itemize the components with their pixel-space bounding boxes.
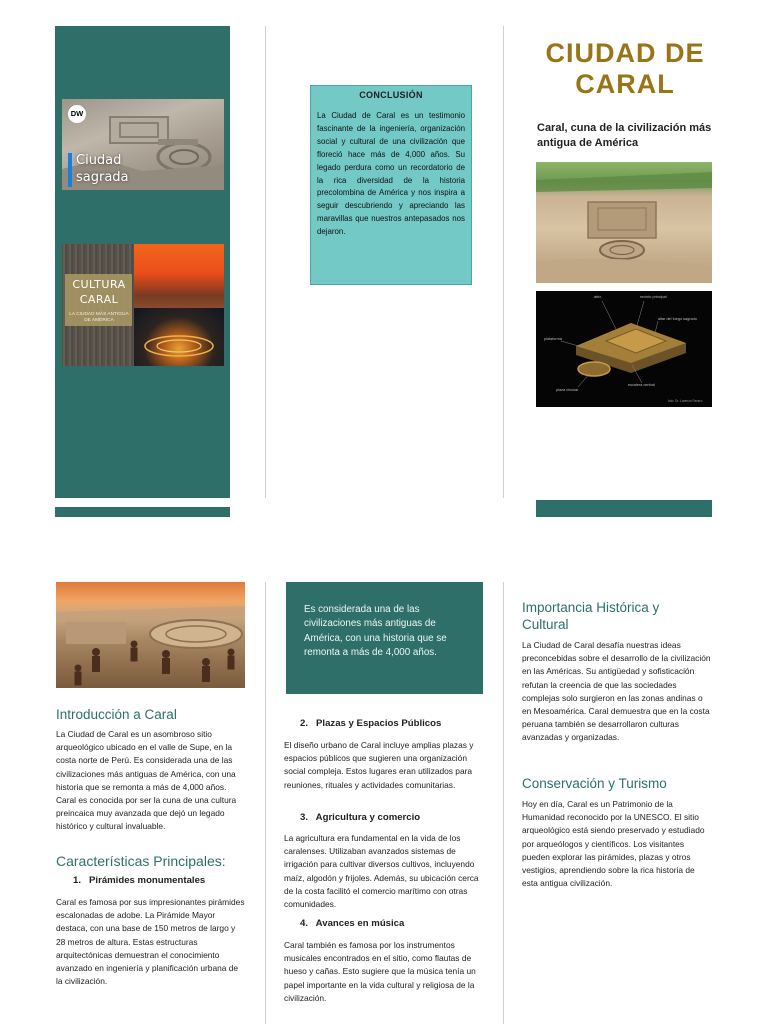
- feature-1-number: 1.: [73, 875, 82, 886]
- feature-2-title: Plazas y Espacios Públicos: [316, 718, 442, 729]
- right-teal-bar: [536, 500, 712, 517]
- intro-text: La Ciudad de Caral es un asombroso sitio arqueológico ubicado en el valle de Supe, en la costa norte de Perú. Es considerada una de las civilizaciones más antiguas de América, con una historia que se remonta a más de 4,000 años. Caral es conocida por ser la cuna de una cultura preincaica muy avanzada que dejó un legado histórico y cultural invaluable.: [56, 729, 237, 832]
- divider-bottom-left: [265, 582, 266, 1024]
- feature-2-text: El diseño urbano de Caral incluye amplias plazas y espacios públicos que sugieren una organización social compleja. Estos lugares eran utilizados para reuniones, rituales y actividades comunitarias.: [284, 740, 474, 790]
- cover-title-line2: CARAL: [575, 69, 675, 99]
- left-teal-bar: [55, 507, 230, 517]
- cover-title: [515, 38, 735, 100]
- divider-top-right: [503, 26, 504, 498]
- divider-top-left: [265, 26, 266, 498]
- night-plaza-rings: [134, 308, 224, 366]
- caral-workers-image: [56, 582, 245, 688]
- conservation-text: Hoy en día, Caral es un Patrimonio de la Humanidad reconocido por la UNESCO. El sitio arqueológico está siendo preservado y estudiado por arqueólogos y científicos. Los visitantes pueden explorar las pirámides, plazas y otros vestigios, aprendiendo sobre la rica historia de esta antigua civilización.: [522, 799, 705, 889]
- conclusion-heading: CONCLUSIÓN: [359, 90, 423, 100]
- intro-heading: Introducción a Caral: [56, 707, 177, 722]
- feature-1-heading: [73, 875, 253, 886]
- feature-3-number: 3.: [300, 812, 309, 823]
- feature-2-number: 2.: [300, 718, 309, 729]
- features-heading: Características Principales:: [56, 853, 226, 869]
- diagram-label-recinto: recinto principal: [640, 295, 667, 299]
- diagram-label-plataforma: plataforma: [544, 337, 562, 341]
- cultura-caral-subtitle: LA CIUDAD MÁS ANTIGUA DE AMÉRICA: [69, 312, 129, 323]
- feature-4-title: Avances en música: [315, 918, 405, 929]
- conclusion-box: [310, 85, 472, 285]
- feature-3-title: Agricultura y comercio: [315, 812, 421, 823]
- diagram-label-atrio: atrio: [594, 295, 602, 299]
- conclusion-text: La Ciudad de Caral es un testimonio fascinante de la ingeniería, organización social y cultural de una civilización que floreció hace más de 4,000 años. Su legado perdura como un recordatorio de la rica diversidad de la historia precolombina de América y nos inspira a seguir descubriendo y apreciando las maravillas que nuestros antepasados nos dejaron.: [317, 111, 465, 237]
- feature-4-number: 4.: [300, 918, 309, 929]
- cultura-caral-image: [62, 244, 224, 366]
- feature-1-text: Caral es famosa por sus impresionantes pirámides escalonadas de adobe. La Pirámide Mayor destaca, con una base de 150 metros de largo y 28 metros de altura. Estas estructuras arquitectónicas demuestran el conocimiento avanzado en ingeniería y planificación urbana de la civilización.: [56, 897, 245, 987]
- quote-text: Es considerada una de las civilizaciones más antiguas de América, con una historia que se remonta a más de 4,000 años.: [304, 604, 447, 658]
- feature-4-heading: [300, 918, 480, 929]
- importance-text: La Ciudad de Caral desafía nuestras ideas preconcebidas sobre el desarrollo de la civilización en las Américas. Su antigüedad y sofisticación refutan la creencia de que las sociedades complejas solo surgieron en las zonas andinas o en Mesoamérica. Caral demuestra que en la costa peruana también se desarrollaron culturas avanzadas y organizadas.: [522, 640, 711, 743]
- caral-aerial-image: [536, 162, 712, 283]
- quote-box: [286, 582, 483, 694]
- feature-2-heading: [300, 718, 480, 729]
- importance-heading: Importancia Histórica y Cultural: [522, 600, 660, 632]
- feature-3-heading: [300, 812, 480, 823]
- blue-accent-bar: [68, 153, 72, 187]
- sunset-landscape: [134, 244, 224, 308]
- feature-1-title: Pirámides monumentales: [89, 875, 206, 886]
- diagram-label-escalera: escalera central: [628, 383, 655, 387]
- cover-subtitle: Caral, cuna de la civilización más antigua de América: [537, 122, 712, 149]
- cover-title-line1: CIUDAD DE: [545, 38, 705, 68]
- conservation-heading: Conservación y Turismo: [522, 776, 667, 791]
- diagram-label-altar: altar del fuego sagrado: [658, 317, 697, 321]
- ciudad-sagrada-image: [62, 99, 224, 190]
- divider-bottom-right: [503, 582, 504, 1024]
- dw-logo: DW: [68, 105, 86, 123]
- ciudad-sagrada-title: Ciudad sagrada: [76, 153, 129, 185]
- feature-4-text: Caral también es famosa por los instrumentos musicales encontrados en el sitio, como flautas de hueso y cañas. Esto sugiere que la música tenía un papel importante en la vida cultural y religiosa de la civilización.: [284, 940, 476, 1003]
- feature-3-text: La agricultura era fundamental en la vida de los caralenses. Utilizaban avanzados sistemas de irrigación para cultivar diversos cultivos, incluyendo maíz, algodón y frijoles. Además, su ubicación cerca de la costa facilitó el comercio marítimo con otras comunidades.: [284, 833, 479, 910]
- diagram-credit: foto: Dr. Lorenzo Faxero: [668, 399, 703, 403]
- diagram-label-plaza: plaza circular: [556, 388, 579, 392]
- caral-diagram-image: [536, 291, 712, 407]
- cultura-caral-title: CULTURA CARAL: [72, 278, 126, 306]
